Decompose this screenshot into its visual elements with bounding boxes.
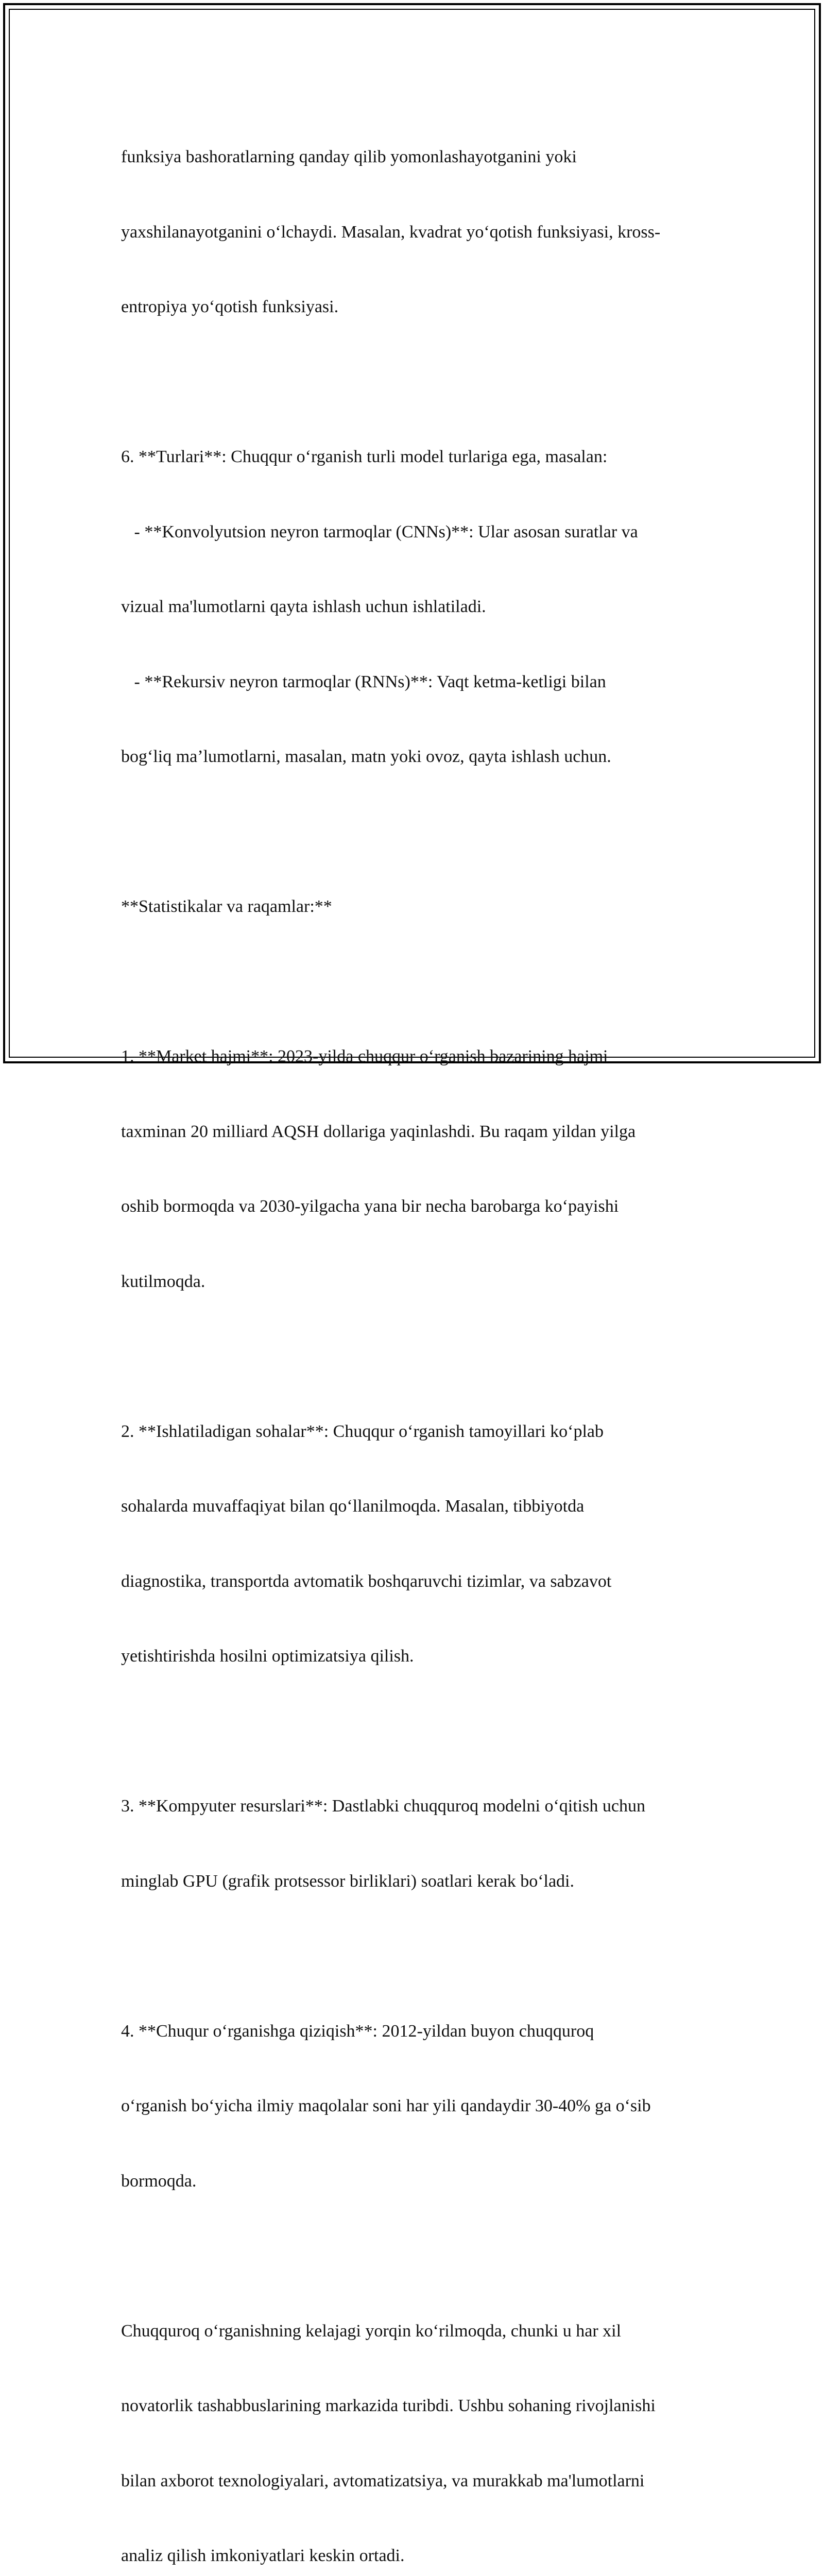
text-line: **Statistikalar va raqamlar:**: [121, 894, 708, 920]
text-line: - **Konvolyutsion neyron tarmoqlar (CNNs)**: Ular asosan suratlar va: [121, 520, 708, 545]
text-line: minglab GPU (grafik protsessor birliklari) soatlari kerak bo‘ladi.: [121, 1869, 708, 1894]
paragraph-computer-resources: [121, 1744, 708, 1944]
text-line: vizual ma'lumotlarni qayta ishlash uchun ishlatiladi.: [121, 595, 708, 620]
paragraph-statistics-heading: [121, 844, 708, 970]
text-line: analiz qilish imkoniyatlari keskin ortadi.: [121, 2544, 708, 2569]
text-line: oshib bormoqda va 2030-yilgacha yana bir necha barobarga ko‘payishi: [121, 1194, 708, 1219]
text-line: bormoqda.: [121, 2169, 708, 2194]
text-line: funksiya bashoratlarning qanday qilib yomonlashayotganini yoki: [121, 145, 708, 170]
text-line: taxminan 20 milliard AQSH dollariga yaqinlashdi. Bu raqam yildan yilga: [121, 1120, 708, 1145]
text-line: entropiya yo‘qotish funksiyasi.: [121, 295, 708, 320]
text-line: 2. **Ishlatiladigan sohalar**: Chuqqur o‘rganish tamoyillari ko‘plab: [121, 1419, 708, 1445]
text-line: - **Rekursiv neyron tarmoqlar (RNNs)**: Vaqt ketma-ketligi bilan: [121, 670, 708, 695]
text-line: 6. **Turlari**: Chuqqur o‘rganish turli model turlariga ega, masalan:: [121, 445, 708, 470]
text-line: bilan axborot texnologiyalari, avtomatizatsiya, va murakkab ma'lumotlarni: [121, 2469, 708, 2494]
paragraph-research-interest: [121, 1969, 708, 2244]
paragraph-application-areas: [121, 1369, 708, 1719]
document-body: [121, 95, 708, 2576]
text-line: sohalarda muvaffaqiyat bilan qo‘llanilmoqda. Masalan, tibbiyotda: [121, 1494, 708, 1519]
paragraph-loss-function: [121, 95, 708, 370]
text-line: yaxshilanayotganini o‘lchaydi. Masalan, kvadrat yo‘qotish funksiyasi, kross-: [121, 220, 708, 245]
paragraph-market-size: [121, 994, 708, 1344]
text-line: diagnostika, transportda avtomatik boshqaruvchi tizimlar, va sabzavot: [121, 1569, 708, 1595]
text-line: o‘rganish bo‘yicha ilmiy maqolalar soni har yili qandaydir 30-40% ga o‘sib: [121, 2094, 708, 2119]
text-line: bog‘liq ma’lumotlarni, masalan, matn yoki ovoz, qayta ishlash uchun.: [121, 744, 708, 770]
paragraph-types: [121, 395, 708, 820]
text-line: kutilmoqda.: [121, 1269, 708, 1295]
text-line: yetishtirishda hosilni optimizatsiya qilish.: [121, 1644, 708, 1669]
text-line: 3. **Kompyuter resurslari**: Dastlabki chuqquroq modelni o‘qitish uchun: [121, 1794, 708, 1819]
text-line: Chuqquroq o‘rganishning kelajagi yorqin ko‘rilmoqda, chunki u har xil: [121, 2319, 708, 2344]
paragraph-conclusion: [121, 2269, 708, 2576]
text-line: novatorlik tashabbuslarining markazida turibdi. Ushbu sohaning rivojlanishi: [121, 2394, 708, 2419]
text-line: 1. **Market hajmi**: 2023-yilda chuqqur o‘rganish bazarining hajmi: [121, 1044, 708, 1070]
text-line: 4. **Chuqur o‘rganishga qiziqish**: 2012-yildan buyon chuqquroq: [121, 2019, 708, 2044]
